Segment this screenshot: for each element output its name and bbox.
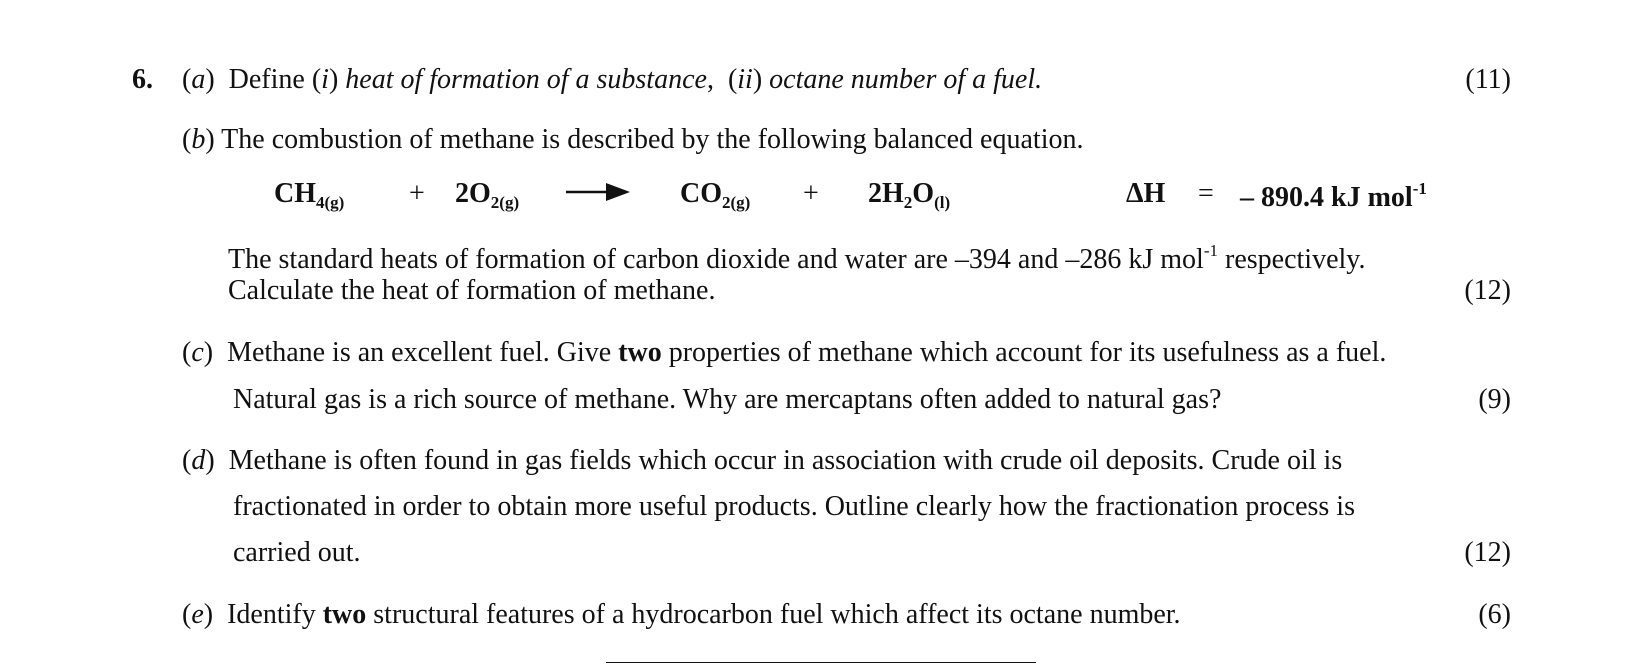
carbon-dioxide-formula: $CO_{2(g)}$ — [680, 178, 751, 212]
part-d-line3: carried out. — [233, 537, 361, 568]
delta-h-symbol: ΔH — [1126, 178, 1166, 209]
part-c-line2: Natural gas is a rich source of methane. Why are mercaptans often added to natural gas? — [233, 384, 1222, 415]
part-b-label: (b) — [182, 124, 215, 155]
part-a-label: (a) — [182, 64, 215, 95]
term-octane-number: octane number of a fuel — [769, 64, 1036, 95]
part-c-label: (c) — [182, 337, 214, 368]
part-c-line1: (c) Methane is an excellent fuel. Give two properties of methane which account for its usefulness as a fuel. — [182, 337, 1387, 368]
oxygen-formula: $2O_{2(g)}$ — [455, 178, 520, 212]
end-rule-divider — [606, 662, 1036, 663]
marks-a: (11) — [1465, 64, 1511, 95]
emphasis-two: two — [618, 337, 662, 368]
marks-b: (12) — [1464, 275, 1511, 306]
part-a — [182, 66, 1042, 94]
part-d-line2: fractionated in order to obtain more useful products. Outline clearly how the fractionation process is — [233, 491, 1355, 522]
emphasis-two: two — [322, 599, 367, 630]
reaction-arrow-icon — [566, 182, 632, 202]
part-b-line1: The standard heats of formation of carbon dioxide and water are –394 and –286 kJ mol$^{-1}$ respectively. — [228, 241, 1366, 275]
part-b-intro: (b) The combustion of methane is described by the following balanced equation. — [182, 124, 1084, 155]
term-heat-of-formation: heat of formation of a substance — [345, 64, 707, 95]
question-number: 6. — [132, 64, 153, 95]
part-e-line1: (e) Identify two structural features of a hydrocarbon fuel which affect its octane number. — [182, 599, 1181, 630]
equals-sign: = — [1198, 178, 1214, 209]
enthalpy-value: – 890.4 kJ mol$^{-1}$ — [1240, 179, 1427, 213]
part-a-text: Define (i) heat of formation of a substance, (ii) octane number of a fuel. — [228, 64, 1043, 95]
marks-c: (9) — [1478, 384, 1511, 415]
part-b-line2: Calculate the heat of formation of methane. — [228, 275, 716, 306]
marks-d: (12) — [1464, 537, 1511, 568]
water-formula: $2H_2O_{(l)}$ — [868, 178, 951, 212]
methane-formula: $CH_{4(g)}$ — [274, 178, 345, 212]
part-d-label: (d) — [182, 445, 215, 476]
part-e-label: (e) — [182, 599, 214, 630]
plus-sign-1: + — [409, 178, 425, 209]
part-d-line1: (d) Methane is often found in gas fields which occur in association with crude oil deposits. Crude oil is — [182, 445, 1343, 476]
plus-sign-2: + — [803, 178, 819, 209]
marks-e: (6) — [1478, 599, 1511, 630]
